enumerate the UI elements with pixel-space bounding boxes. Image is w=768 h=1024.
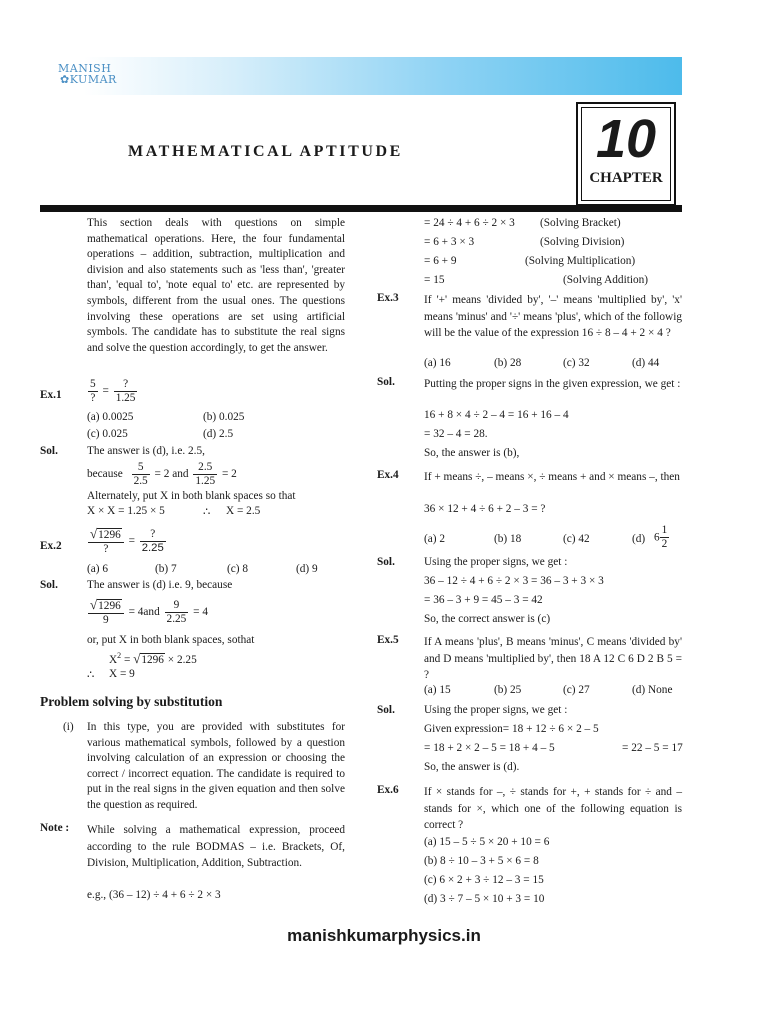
- ex5-question: If A means 'plus', B means 'minus', C means 'divided by' and D means 'multiplied by', then 18 A 12 C 6 D 2 B 5 = ?: [424, 636, 682, 681]
- ex3-sol-label: Sol.: [377, 376, 395, 388]
- ex4-sol-s3: = 36 – 3 + 9 = 45 – 3 = 42: [424, 594, 543, 606]
- ex4-label: Ex.4: [377, 469, 399, 481]
- ex2-because: $\frac{√1296}{9}$ = 4and $\frac{9}{2.25}$ = 4: [90, 597, 208, 626]
- header-banner: [84, 57, 682, 95]
- ex6-option-b: (b) 8 ÷ 10 – 3 + 5 × 6 = 8: [424, 855, 539, 867]
- ex1-option-c: (c) 0.025: [87, 428, 128, 440]
- step-4-note: (Solving Addition): [563, 274, 649, 286]
- ex6-option-a: (a) 15 – 5 ÷ 5 × 20 + 10 = 6: [424, 836, 550, 848]
- step-2-note: (Solving Division): [540, 236, 625, 248]
- ex3-option-d: (d) 44: [632, 357, 660, 369]
- ex6-option-c: (c) 6 × 2 + 3 ÷ 12 – 3 = 15: [424, 874, 544, 886]
- ex4-option-b: (b) 18: [494, 533, 522, 545]
- sqrt-icon: √: [90, 597, 98, 612]
- ex1-option-b: (b) 0.025: [203, 411, 245, 423]
- ex4-question: If + means ÷, – means ×, ÷ means + and × means –, then: [424, 471, 680, 483]
- therefore-icon: ∴: [203, 506, 211, 518]
- ex1-sol-line: The answer is (d), i.e. 2.5,: [87, 445, 205, 457]
- ex6-option-d: (d) 3 ÷ 7 – 5 × 10 + 3 = 10: [424, 893, 545, 905]
- step-1-expr: = 24 ÷ 4 + 6 ÷ 2 × 3: [424, 217, 515, 229]
- ex2-question: $\frac{√1296}{?}$ = $\frac{?}{2.25}$: [90, 526, 164, 555]
- ex4-option-d: (d): [632, 533, 646, 545]
- ex1-option-a: (a) 0.0025: [87, 411, 134, 423]
- ex4-sol-label: Sol.: [377, 556, 395, 568]
- ex4-option-d-value: 6 $\frac{1}{2}$: [654, 524, 668, 550]
- ex1-alt-line: Alternately, put X in both blank spaces so that: [87, 490, 296, 502]
- chapter-box: [576, 102, 676, 206]
- ex2-option-d: (d) 9: [296, 563, 318, 575]
- sqrt-icon: √: [90, 526, 98, 541]
- ex5-option-c: (c) 27: [563, 684, 590, 696]
- step-1-note: (Solving Bracket): [540, 217, 621, 229]
- ex5-label: Ex.5: [377, 634, 399, 646]
- ex1-sol-label: Sol.: [40, 445, 58, 457]
- intro-paragraph: This section deals with questions on simple mathematical operations. Here, the four fundamental operations – addition, subtraction, multiplication and division and also statements such as 'less than', 'greater than', 'equal to', 'note equal to' etc. are represented by symbols, different from the usual ones. The questions involving these operations are set using artificial symbols. The candidate has to substitute the real signs and solve the question accordingly, to get the answer.: [87, 217, 345, 354]
- ex2-label: Ex.2: [40, 540, 62, 552]
- ex4-sol-s2: 36 – 12 ÷ 4 + 6 ÷ 2 × 3 = 36 – 3 + 3 × 3: [424, 575, 604, 587]
- note-text: While solving a mathematical expression, proceed according to the rule BODMAS – i.e. Brackets, Of, Division, Multiplication, Addition, Subtraction.: [87, 824, 345, 869]
- ex1-label: Ex.1: [40, 389, 62, 401]
- ex5-sol-label: Sol.: [377, 704, 395, 716]
- step-3-note: (Solving Multiplication): [525, 255, 636, 267]
- ex4-option-c: (c) 42: [563, 533, 590, 545]
- step-3-expr: = 6 + 9: [424, 255, 457, 267]
- page-title: MATHEMATICAL APTITUDE: [128, 143, 403, 160]
- item-text: In this type, you are provided with substitutes for various mathematical symbols, followed by a question involving calculation of an expression or choosing the correct / incorrect equation. The candidate is required to put in the real signs in the given equation and then solve the question as required.: [87, 721, 345, 811]
- ex3-option-a: (a) 16: [424, 357, 451, 369]
- chapter-number: 10: [595, 109, 657, 169]
- ex2-x2-line: $X^2 = √1296 \times 2.25$: [109, 651, 197, 666]
- ex3-option-c: (c) 32: [563, 357, 590, 369]
- ex3-sol-l3: So, the answer is (b),: [424, 447, 520, 459]
- ex6-question: If × stands for –, ÷ stands for +, + stands for ÷ and – stands for ×, which one of the following equation is correct ?: [424, 786, 682, 831]
- ex3-option-b: (b) 28: [494, 357, 522, 369]
- ex2-sol-line: The answer is (d) i.e. 9, because: [87, 579, 233, 591]
- ex1-question: $\frac{5}{?}$ = $\frac{?}{1.25}$: [90, 378, 136, 404]
- ex4-sol-s1: Using the proper signs, we get :: [424, 556, 568, 568]
- ex6-label: Ex.6: [377, 784, 399, 796]
- header-rule: [40, 205, 682, 212]
- step-2-expr: = 6 + 3 × 3: [424, 236, 475, 248]
- brand-logo: MANISH ✿KUMAR: [58, 62, 117, 86]
- ex3-sol-text: Putting the proper signs in the given expression, we get :: [424, 378, 681, 390]
- ex1-option-d: (d) 2.5: [203, 428, 234, 440]
- ex2-result: X = 9: [109, 668, 135, 680]
- ex4-expression: 36 × 12 + 4 ÷ 6 + 2 – 3 = ?: [424, 503, 546, 515]
- ex4-option-a: (a) 2: [424, 533, 446, 545]
- ex5-option-b: (b) 25: [494, 684, 522, 696]
- ex5-sol-s3a: = 18 + 2 × 2 – 5 = 18 + 4 – 5: [424, 742, 555, 754]
- ex2-option-a: (a) 6: [87, 563, 109, 575]
- note-example: e.g., (36 – 12) ÷ 4 + 6 ÷ 2 × 3: [87, 889, 221, 901]
- sqrt-icon: √: [133, 651, 141, 666]
- note-label: Note :: [40, 822, 70, 834]
- ex5-option-d: (d) None: [632, 684, 673, 696]
- therefore-icon: ∴: [87, 669, 95, 681]
- ex3-label: Ex.3: [377, 292, 399, 304]
- ex5-option-a: (a) 15: [424, 684, 451, 696]
- ex3-sol-l1: 16 + 8 × 4 ÷ 2 – 4 = 16 + 16 – 4: [424, 409, 569, 421]
- ex2-option-b: (b) 7: [155, 563, 177, 575]
- ex3-question: If '+' means 'divided by', '–' means 'multiplied by', 'x' means 'minus' and '÷' means 'plus', which of the followig will be the value of the expression 16 ÷ 8 – 4 + 2 × 4 ?: [424, 294, 682, 339]
- ex4-sol-s4: So, the correct answer is (c): [424, 613, 551, 625]
- ex1-alt-eq1: X × X = 1.25 × 5: [87, 505, 165, 517]
- footer-website: manishkumarphysics.in: [287, 926, 481, 945]
- ex2-option-c: (c) 8: [227, 563, 249, 575]
- ex5-sol-s1: Using the proper signs, we get :: [424, 704, 568, 716]
- flower-icon: ✿: [60, 73, 70, 86]
- ex3-sol-l2: = 32 – 4 = 28.: [424, 428, 488, 440]
- section-heading: Problem solving by substitution: [40, 694, 223, 709]
- ex5-sol-s2: Given expression= 18 + 12 ÷ 6 × 2 – 5: [424, 723, 599, 735]
- ex2-sol-label: Sol.: [40, 579, 58, 591]
- ex2-or-line: or, put X in both blank spaces, sothat: [87, 634, 255, 646]
- ex1-because: because $\frac{5}{2.5}$ = 2 and $\frac{2.5}{1.25}$ = 2: [87, 461, 237, 487]
- ex5-sol-s4: So, the answer is (d).: [424, 761, 520, 773]
- chapter-label: CHAPTER: [589, 170, 663, 186]
- ex5-sol-s3b: = 22 – 5 = 17: [622, 742, 683, 754]
- ex1-alt-eq2: X = 2.5: [226, 505, 261, 517]
- item-label: (i): [63, 721, 74, 733]
- step-4-expr: = 15: [424, 274, 445, 286]
